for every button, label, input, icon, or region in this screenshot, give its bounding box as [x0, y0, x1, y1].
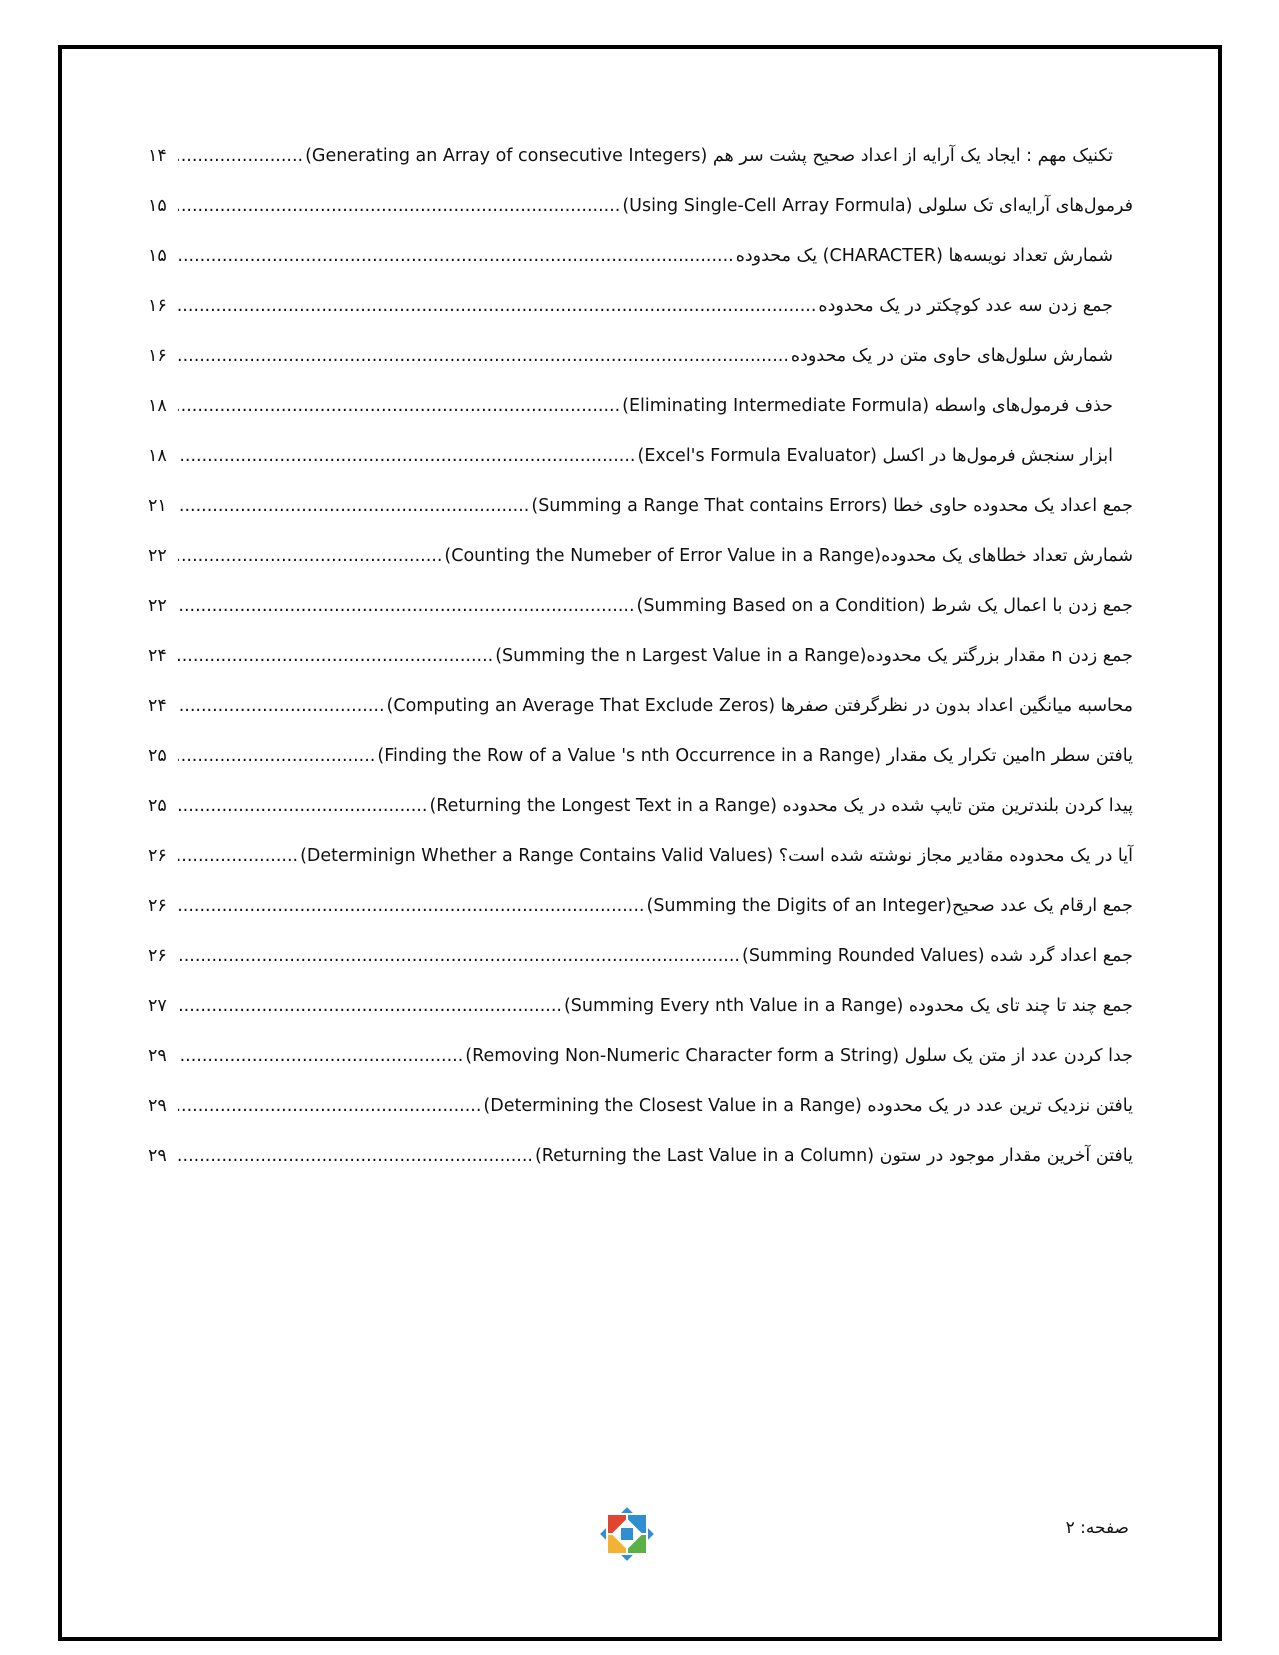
toc-entry-page: ۲۲	[148, 546, 167, 566]
toc-entry-page: ۲۵	[148, 796, 167, 816]
dot-leader	[178, 1146, 533, 1166]
dot-leader	[178, 346, 789, 366]
toc-entry[interactable]	[148, 246, 1113, 266]
toc-entry-title: جمع زدن سه عدد کوچکتر در یک محدوده	[818, 296, 1113, 316]
toc-entry-page: ۲۷	[148, 996, 167, 1016]
dot-leader	[178, 1046, 463, 1066]
toc-entry[interactable]	[148, 546, 1133, 566]
toc-entry-page: ۲۹	[148, 1146, 167, 1166]
toc-entry-title: شمارش تعداد نویسه‌ها (CHARACTER) یک محدوده	[735, 246, 1113, 266]
toc-row	[148, 890, 1133, 940]
toc-entry[interactable]	[148, 896, 1133, 916]
toc-entry[interactable]	[148, 996, 1133, 1016]
toc-entry[interactable]	[148, 1146, 1133, 1166]
toc-entry[interactable]	[148, 846, 1133, 866]
dot-leader	[178, 996, 562, 1016]
toc-row	[148, 490, 1133, 540]
toc-row	[148, 540, 1133, 590]
toc-entry[interactable]	[148, 446, 1113, 466]
dot-leader	[178, 296, 816, 316]
toc-row	[148, 1140, 1133, 1190]
star-knot-logo-icon	[593, 1500, 661, 1568]
toc-entry-page: ۲۲	[148, 596, 167, 616]
toc-entry-title: شمارش تعداد خطاهای یک محدوده(Counting the Numeber of Error Value in a Range)	[444, 546, 1133, 566]
dot-leader	[178, 946, 740, 966]
dot-leader	[178, 596, 635, 616]
toc-entry-page: ۱۸	[148, 396, 167, 416]
dot-leader	[178, 846, 298, 866]
toc-entry-title: جمع اعداد یک محدوده حاوی خطا (Summing a Range That contains Errors)	[531, 496, 1133, 516]
toc-row	[148, 590, 1133, 640]
toc-entry-title: فرمول‌های آرایه‌ای تک سلولی (Using Single-Cell Array Formula)	[622, 196, 1133, 216]
toc-row	[148, 1040, 1133, 1090]
toc-row	[148, 640, 1133, 690]
toc-entry[interactable]	[148, 696, 1133, 716]
toc-entry-title: جمع زدن با اعمال یک شرط (Summing Based on a Condition)	[636, 596, 1133, 616]
toc-entry[interactable]	[148, 646, 1133, 666]
toc-entry[interactable]	[148, 946, 1133, 966]
toc-entry[interactable]	[148, 596, 1133, 616]
toc-entry-title: جمع اعداد گرد شده (Summing Rounded Values)	[741, 946, 1133, 966]
toc-entry-page: ۲۴	[148, 646, 167, 666]
toc-entry-page: ۱۴	[148, 146, 167, 166]
toc-entry-title: پیدا کردن بلندترین متن تایپ شده در یک محدوده (Returning the Longest Text in a Range)	[429, 796, 1133, 816]
toc-entry-title: یافتن سطر nامین تکرار یک مقدار (Finding the Row of a Value 's nth Occurrence in a Range)	[377, 746, 1133, 766]
toc-row	[148, 940, 1133, 990]
toc-entry-title: جمع چند تا چند تای یک محدوده (Summing Every nth Value in a Range)	[563, 996, 1133, 1016]
dot-leader	[178, 746, 375, 766]
dot-leader	[178, 696, 385, 716]
toc-row	[148, 140, 1133, 190]
toc-row	[148, 290, 1133, 340]
toc-entry[interactable]	[148, 346, 1113, 366]
toc-entry-page: ۲۱	[148, 496, 167, 516]
toc-row	[148, 690, 1133, 740]
toc-entry[interactable]	[148, 796, 1133, 816]
toc-entry[interactable]	[148, 746, 1133, 766]
toc-entry-page: ۲۹	[148, 1046, 167, 1066]
toc-entry-page: ۲۶	[148, 896, 167, 916]
toc-entry[interactable]	[148, 296, 1113, 316]
toc-entry-title: جمع ارقام یک عدد صحیح(Summing the Digits of an Integer)	[646, 896, 1133, 916]
toc-entry-title: یافتن نزدیک ترین عدد در یک محدوده (Determining the Closest Value in a Range)	[483, 1096, 1133, 1116]
table-of-contents	[148, 140, 1133, 1190]
dot-leader	[178, 796, 427, 816]
toc-row	[148, 1090, 1133, 1140]
toc-entry-title: آیا در یک محدوده مقادیر مجاز نوشته شده است؟ (Determinign Whether a Range Contains Valid Values)	[300, 846, 1133, 866]
dot-leader	[178, 896, 644, 916]
toc-row	[148, 440, 1133, 490]
dot-leader	[178, 646, 493, 666]
toc-entry[interactable]	[148, 396, 1113, 416]
toc-entry-page: ۱۵	[148, 196, 167, 216]
toc-entry-page: ۲۵	[148, 746, 167, 766]
toc-entry-page: ۱۶	[148, 296, 167, 316]
dot-leader	[178, 546, 442, 566]
toc-entry-title: محاسبه میانگین اعداد بدون در نظرگرفتن صفرها (Computing an Average That Exclude Zeros)	[386, 696, 1133, 716]
toc-entry-title: حذف فرمول‌های واسطه (Eliminating Intermediate Formula)	[622, 396, 1113, 416]
toc-entry[interactable]	[148, 1046, 1133, 1066]
dot-leader	[178, 146, 303, 166]
dot-leader	[178, 496, 529, 516]
toc-entry-page: ۱۵	[148, 246, 167, 266]
dot-leader	[178, 1096, 481, 1116]
page-number-label: صفحه: ۲	[1065, 1518, 1129, 1538]
toc-row	[148, 340, 1133, 390]
toc-entry[interactable]	[148, 146, 1113, 166]
toc-row	[148, 840, 1133, 890]
toc-entry-page: ۱۸	[148, 446, 167, 466]
toc-entry-title: شمارش سلول‌های حاوی متن در یک محدوده	[790, 346, 1113, 366]
toc-entry-title: جمع زدن n مقدار بزرگتر یک محدوده(Summing the n Largest Value in a Range)	[495, 646, 1133, 666]
dot-leader	[178, 446, 636, 466]
dot-leader	[178, 196, 620, 216]
toc-row	[148, 190, 1133, 240]
toc-entry-page: ۱۶	[148, 346, 167, 366]
toc-entry[interactable]	[148, 496, 1133, 516]
toc-entry-page: ۲۶	[148, 946, 167, 966]
toc-row	[148, 990, 1133, 1040]
toc-entry-title: تکنیک مهم : ایجاد یک آرایه از اعداد صحیح پشت سر هم (Generating an Array of consecutive Integers)	[305, 146, 1113, 166]
toc-row	[148, 390, 1133, 440]
toc-entry-title: یافتن آخرین مقدار موجود در ستون (Returning the Last Value in a Column)	[534, 1146, 1133, 1166]
toc-entry-title: ابزار سنجش فرمول‌ها در اکسل (Excel's Formula Evaluator)	[637, 446, 1113, 466]
toc-row	[148, 740, 1133, 790]
toc-entry-page: ۲۹	[148, 1096, 167, 1116]
toc-row	[148, 790, 1133, 840]
toc-entry[interactable]	[148, 196, 1133, 216]
toc-entry[interactable]	[148, 1096, 1133, 1116]
toc-entry-page: ۲۶	[148, 846, 167, 866]
toc-entry-title: جدا کردن عدد از متن یک سلول (Removing Non-Numeric Character form a String)	[465, 1046, 1133, 1066]
dot-leader	[178, 396, 620, 416]
toc-entry-page: ۲۴	[148, 696, 167, 716]
toc-row	[148, 240, 1133, 290]
dot-leader	[178, 246, 734, 266]
